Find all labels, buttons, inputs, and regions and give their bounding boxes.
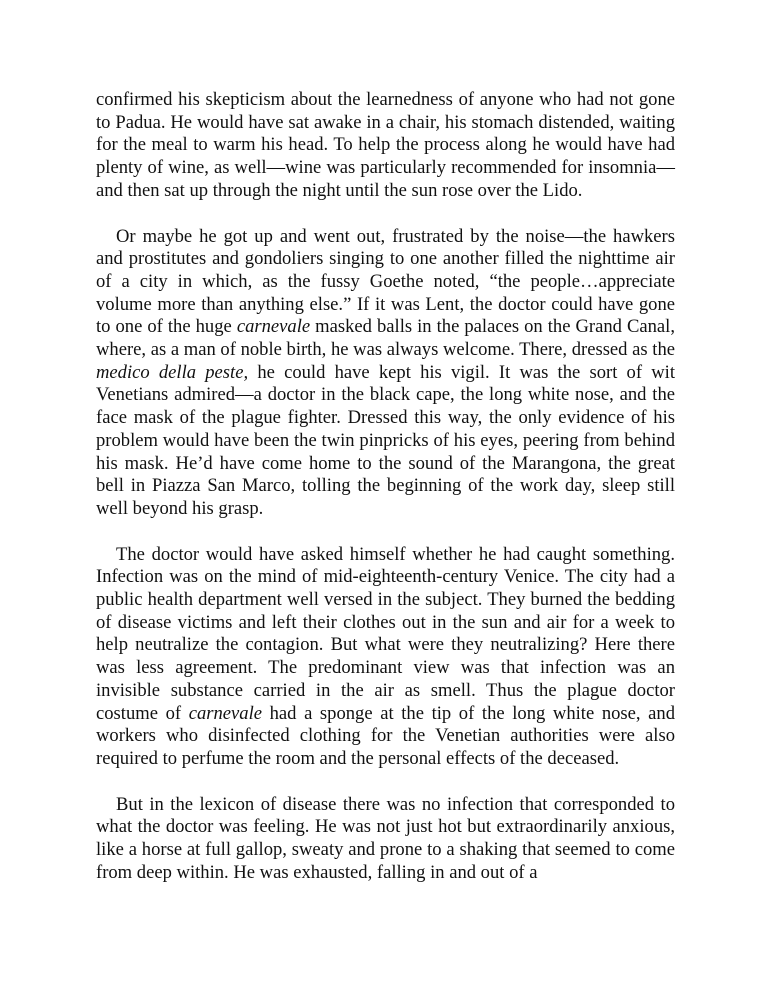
- paragraph-3: [96, 544, 675, 771]
- paragraph-2-text-c: he could have kept his vigil. It was the sort of wit Venetians admired—a doctor in the black cape, the long white nose, and the face mask of the plague fighter. Dressed this way, the only evidence of his problem would have been the twin pinpricks of his eyes, peering from behind his mask. He’d have come home to the sound of the Marangona, the great bell in Piazza San Marco, tolling the beginning of the work day, sleep still well beyond his grasp.: [96, 361, 675, 519]
- paragraph-1-text: confirmed his skepticism about the learnedness of anyone who had not gone to Padua. He would have sat awake in a chair, his stomach distended, waiting for the meal to warm his head. To help the process along he would have had plenty of wine, as well—wine was particularly recommended for insomnia—and then sat up through the night until the sun rose over the Lido.: [96, 89, 675, 201]
- paragraph-4-text: But in the lexicon of disease there was no infection that corresponded to what the doctor was feeling. He was not just hot but extraordinarily anxious, like a horse at full gallop, sweaty and prone to a shaking that seemed to come from deep within. He was exhausted, falling in and out of a: [96, 793, 675, 883]
- paragraph-4: [96, 794, 675, 885]
- italic-carnevale-2: carnevale: [188, 702, 262, 724]
- paragraph-2-text-b: masked balls in the palaces on the Grand Canal, where, as a man of noble birth, he was always welcome. There, dressed as the: [96, 316, 675, 361]
- italic-carnevale: carnevale: [236, 316, 311, 338]
- paragraph-3-text-b: had a sponge at the tip of the long white nose, and workers who disinfected clothing for the Venetian authorities were also required to perfume the room and the personal effects of the deceased.: [96, 702, 676, 769]
- paragraph-2-text-a: Or maybe he got up and went out, frustrated by the noise—the hawkers and prostitutes and gondoliers singing to one another filled the nighttime air of a city in which, as the fussy Goethe noted, “the people…appreciate volume more than anything else.” If it was Lent, the doctor could have gone to one of the huge: [96, 225, 675, 338]
- italic-medico-della-peste: medico della peste,: [96, 361, 249, 383]
- paragraph-1: [96, 89, 675, 203]
- paragraph-2: [96, 226, 675, 521]
- paragraph-3-text-a: The doctor would have asked himself whether he had caught something. Infection was on the mind of mid-eighteenth-century Venice. The city had a public health department well versed in the subject. They burned the bedding of disease victims and left their clothes out in the sun and air for a week to help neutralize the contagion. But what were they neutralizing? Here there was less agreement. The predominant view was that infection was an invisible substance carried in the air as smell. Thus the plague doctor costume of: [96, 543, 675, 724]
- page-body: [96, 89, 675, 885]
